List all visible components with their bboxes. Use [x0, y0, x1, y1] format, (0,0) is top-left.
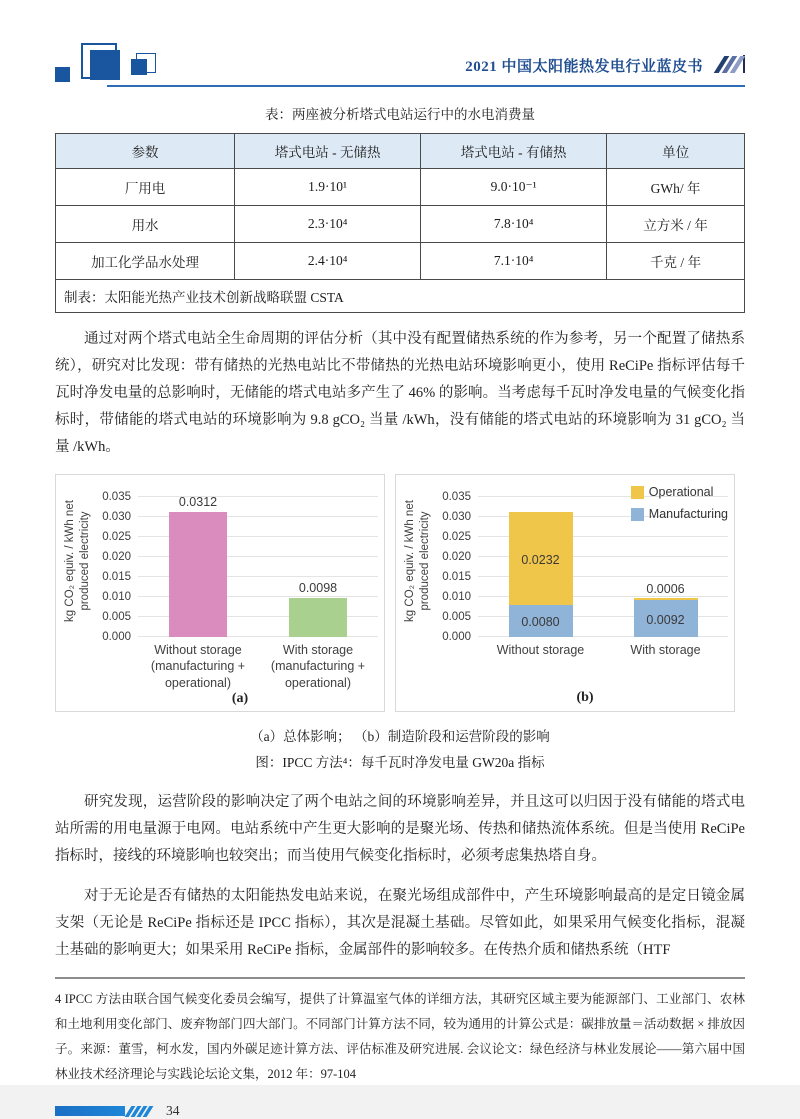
y-tick-label: 0.025 — [442, 531, 471, 543]
y-axis-label: kg CO₂ equiv. / kWh net produced electricity — [404, 500, 431, 622]
legend-label: Operational — [648, 485, 714, 499]
y-axis-ticks — [94, 485, 138, 643]
header-rule — [107, 85, 745, 87]
y-axis-ticks — [434, 485, 478, 643]
x-tick-label: With storage — [630, 643, 701, 657]
legend — [631, 485, 728, 521]
legend-swatch — [631, 508, 644, 521]
logo-square-filled — [90, 50, 120, 80]
legend-label: Manufacturing — [648, 507, 728, 521]
page-footer — [55, 1103, 745, 1119]
x-axis-labels — [138, 637, 378, 691]
y-tick-label: 0.020 — [442, 551, 471, 563]
x-tick-label: Without storage (manufacturing + operational) — [150, 643, 246, 690]
paragraph-lca-summary: 通过对两个塔式电站全生命周期的评估分析（其中没有配置储热系统的作为参考，另一个配置了储热系统），研究对比发现：带有储热的光热电站比不带储热的光热电站环境影响更小，使用 ReCiPe 指标评估每千瓦时净发电量的总影响时，无储能的塔式电站多产生了 46% 的影响。当考虑每千瓦时净发电量的气候变化指标时，带储能的塔式电站的环境影响为 9.8 gCO₂ 当量 /kWh，没有储能的塔式电站的环境影响为 31 gCO₂ 当量 /kWh。 — [55, 331, 745, 455]
y-tick-label: 0.010 — [442, 591, 471, 603]
page-number: 34 — [166, 1103, 180, 1118]
y-tick-label: 0.015 — [442, 571, 471, 583]
paragraph-heliostat-impact: 对于无论是否有储热的太阳能热发电站来说，在聚光场组成部件中，产生环境影响最高的是定日镜金属支架（无论是 ReCiPe 指标还是 IPCC 指标），其次是混凝土基础。尽管如此，如果采用气候变化指标，混凝土基础的影响更大；如果采用 ReCiPe 指标，金属部件的影响较多。在传热介质和储热系统（HTF — [55, 888, 745, 958]
x-tick-label: With storage (manufacturing + operational) — [270, 643, 366, 690]
panel-caption: (b) — [576, 690, 594, 705]
figure-caption-method: 图：IPCC 方法⁴：每千瓦时净发电量 GW20a 指标 — [255, 755, 545, 770]
value-label: 0.0006 — [646, 581, 685, 596]
y-tick-label: 0.005 — [442, 611, 471, 623]
paragraph-operational-impact: 研究发现，运营阶段的影响决定了两个电站之间的环境影响差异，并且这可以归因于没有储能的塔式电站所需的用电量源于电网。电站系统中产生更大影响的是聚光场、传热和储热流体系统。但是当使用 ReCiPe 指标时，接线的环境影响也较突出；而当使用气候变化指标时，必须考虑集热塔自身。 — [55, 794, 745, 864]
table-row — [56, 243, 745, 280]
value-label: 0.0080 — [521, 615, 560, 629]
logo-square-small — [55, 67, 70, 82]
cell-value: 2.3·10⁴ — [235, 206, 421, 243]
cell-value: 2.4·10⁴ — [235, 243, 421, 280]
table-source: 制表：太阳能光热产业技术创新战略联盟 CSTA — [56, 280, 745, 313]
cell-value: 1.9·10¹ — [235, 169, 421, 206]
table-row — [56, 169, 745, 206]
plot-area — [138, 485, 378, 637]
cell-unit: 立方米 / 年 — [607, 206, 745, 243]
value-label: 0.0312 — [178, 495, 218, 510]
page-header — [55, 45, 745, 87]
footnote-divider — [55, 977, 745, 979]
y-tick-label: 0.005 — [102, 611, 131, 623]
y-tick-label: 0.030 — [442, 511, 471, 523]
publisher-logo-icon — [55, 43, 165, 87]
value-label: 0.0098 — [298, 580, 338, 595]
cell-unit: 千克 / 年 — [607, 243, 745, 280]
bar — [289, 598, 347, 637]
footnote-ipcc: 4 IPCC 方法由联合国气候变化委员会编写，提供了计算温室气体的详细方法，其研究区域主要为能源部门、工业部门、农林和土地利用变化部门、废弃物部门四大部门。不同部门计算方法不同，较为通用的计算公式是：碳排放量＝活动数据 × 排放因子。来源：董雪，柯水发，国内外碳足迹计算方法、评估标准及研究进展. 会议论文：绿色经济与林业发展论——第六届中国林业技术经济理论与实践论坛论文集，2012 年：97-104 — [55, 992, 745, 1081]
chart-body — [62, 485, 378, 691]
footer-bar — [55, 1106, 125, 1116]
chart-body — [402, 485, 728, 658]
value-label: 0.0092 — [646, 612, 685, 627]
panel-caption: (a) — [231, 690, 249, 706]
y-tick-label: 0.035 — [102, 491, 131, 503]
table-header-row — [56, 134, 745, 169]
y-tick-label: 0.015 — [102, 571, 131, 583]
figure-panel-a — [55, 474, 385, 712]
bar-segment — [634, 598, 698, 600]
footer-slashes-icon — [128, 1106, 150, 1117]
legend-swatch — [631, 486, 644, 499]
bar — [169, 512, 227, 637]
y-tick-label: 0.030 — [102, 511, 131, 523]
figure-row — [55, 474, 745, 712]
plot-area — [478, 485, 728, 637]
col-header-parameter: 参数 — [56, 134, 235, 169]
y-tick-label: 0.025 — [102, 531, 131, 543]
cell-parameter: 厂用电 — [56, 169, 235, 206]
logo-square-filled-right — [131, 59, 147, 75]
x-tick-label: Without storage — [496, 643, 585, 657]
y-tick-label: 0.000 — [442, 631, 471, 643]
table-source-row — [56, 280, 745, 313]
table-row — [56, 206, 745, 243]
cell-unit: GWh/ 年 — [607, 169, 745, 206]
figure-caption-panels: （a）总体影响； （b）制造阶段和运营阶段的影响 — [250, 729, 550, 744]
cell-parameter: 用水 — [56, 206, 235, 243]
cell-value: 9.0·10⁻¹ — [421, 169, 607, 206]
col-header-no-storage: 塔式电站 - 无储热 — [235, 134, 421, 169]
value-label: 0.0232 — [521, 552, 560, 567]
y-axis-label: kg CO₂ equiv. / kWh net produced electricity — [64, 500, 91, 622]
cell-parameter: 加工化学品水处理 — [56, 243, 235, 280]
water-consumption-table — [55, 133, 745, 313]
header-slashes-icon — [719, 55, 745, 73]
col-header-unit: 单位 — [607, 134, 745, 169]
col-header-with-storage: 塔式电站 - 有储热 — [421, 134, 607, 169]
y-tick-label: 0.010 — [102, 591, 131, 603]
legend-item — [631, 507, 728, 521]
x-axis-labels — [478, 637, 728, 658]
y-tick-label: 0.035 — [442, 491, 471, 503]
figure-captions — [55, 724, 745, 776]
table-caption: 表：两座被分析塔式电站运行中的水电消费量 — [265, 107, 535, 122]
y-tick-label: 0.000 — [102, 631, 131, 643]
legend-item — [631, 485, 728, 499]
cell-value: 7.8·10⁴ — [421, 206, 607, 243]
cell-value: 7.1·10⁴ — [421, 243, 607, 280]
y-tick-label: 0.020 — [102, 551, 131, 563]
figure-panel-b — [395, 474, 735, 712]
report-title: 2021 中国太阳能热发电行业蓝皮书 — [465, 59, 703, 75]
